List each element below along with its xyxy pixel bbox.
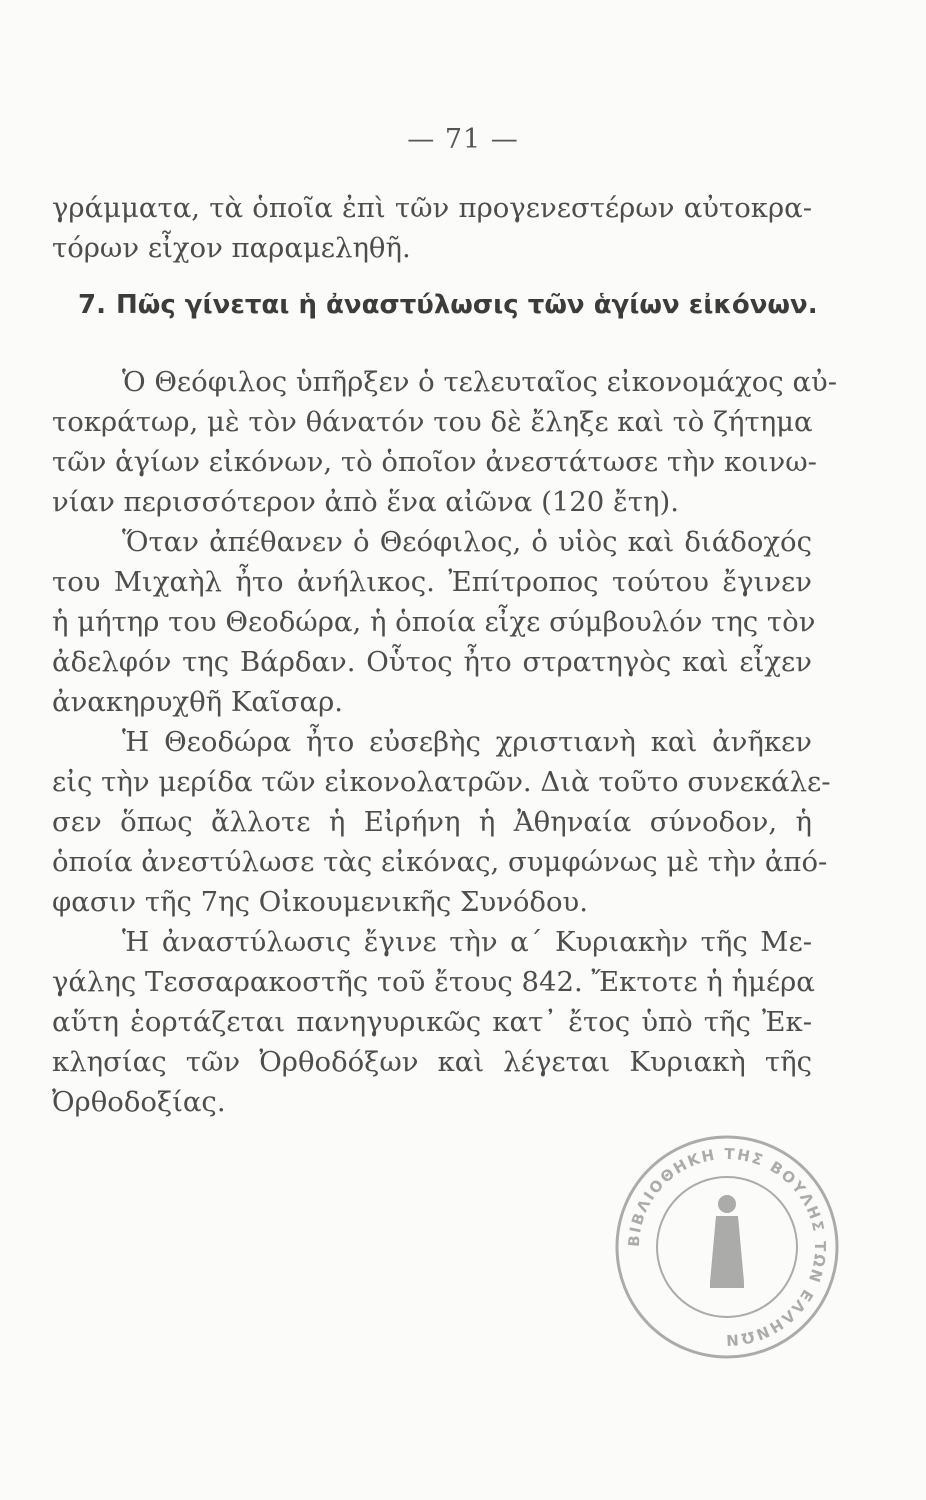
page-number: — 71 — <box>407 124 519 155</box>
text-line: κλησίας τῶν Ὀρθοδόξων καὶ λέγεται Κυριακὴ τῆς <box>52 1046 812 1078</box>
stamp-inscription: ΒΙΒΛΙΟΘΗΚΗ ΤΗΣ ΒΟΥΛΗΣ ΤΩΝ ΕΛΛΗΝΩΝ <box>624 1144 830 1350</box>
text-line: ἀνακηρυχθῆ Καῖσαρ. <box>52 686 343 718</box>
text-line: Ὅταν ἀπέθανεν ὁ Θεόφιλος, ὁ υἱὸς καὶ διάδοχός <box>122 526 812 558</box>
stamp-figure-icon <box>710 1195 744 1288</box>
text-line: αὕτη ἑορτάζεται πανηγυρικῶς κατ᾽ ἔτος ὑπὸ τῆς Ἐκ- <box>52 1006 812 1038</box>
section-number: 7. <box>78 290 106 320</box>
body-text <box>52 362 838 1122</box>
section-heading <box>78 290 818 320</box>
text-line: του Μιχαὴλ ἦτο ἀνήλικος. Ἐπίτροπος τούτου ἔγινεν <box>52 566 812 598</box>
text-line: Ὀρθοδοξίας. <box>52 1086 226 1118</box>
text-line: ἀδελφόν της Βάρδαν. Οὗτος ἦτο στρατηγὸς καὶ εἶχεν <box>52 646 812 678</box>
text-line: τῶν ἁγίων εἰκόνων, τὸ ὁποῖον ἀνεστάτωσε τὴν κοινω- <box>52 446 817 478</box>
text-line: γράμματα, τὰ ὁποῖα ἐπὶ τῶν προγενεστέρων αὐτοκρα- <box>52 192 812 224</box>
intro-paragraph <box>52 188 812 268</box>
text-line: τόρων εἶχον παραμεληθῆ. <box>52 232 411 264</box>
text-line: εἰς τὴν μερίδα τῶν εἰκονολατρῶν. Διὰ τοῦτο συνεκάλε- <box>52 766 831 798</box>
text-line: ἡ μήτηρ του Θεοδώρα, ἡ ὁποία εἶχε σύμβουλόν της τὸν <box>52 606 816 638</box>
text-line: Ἡ Θεοδώρα ἦτο εὐσεβὴς χριστιανὴ καὶ ἀνῆκεν <box>122 726 812 758</box>
text-line: φασιν τῆς 7ης Οἰκουμενικῆς Συνόδου. <box>52 886 589 918</box>
text-line: νίαν περισσότερον ἀπὸ ἕνα αἰῶνα (120 ἔτη). <box>52 486 679 518</box>
text-line: Ἡ ἀναστύλωσις ἔγινε τὴν α΄ Κυριακὴν τῆς Με- <box>122 926 812 958</box>
text-line: τοκράτωρ, μὲ τὸν θάνατόν του δὲ ἔληξε καὶ τὸ ζήτημα <box>52 406 813 438</box>
text-line: Ὁ Θεόφιλος ὑπῆρξεν ὁ τελευταῖος εἰκονομάχος αὐ- <box>122 366 838 398</box>
library-stamp <box>612 1132 842 1362</box>
text-line: γάλης Τεσσαρακοστῆς τοῦ ἔτους 842. Ἔκτοτε ἡ ἡμέρα <box>52 966 815 998</box>
text-line: σεν ὅπως ἄλλοτε ἡ Εἰρήνη ἡ Ἀθηναία σύνοδον, ἡ <box>52 806 812 838</box>
section-title: Πῶς γίνεται ἡ ἀναστύλωσις τῶν ἁγίων εἰκόνων. <box>115 290 818 320</box>
text-line: ὁποία ἀνεστύλωσε τὰς εἰκόνας, συμφώνως μὲ τὴν ἀπό- <box>52 846 828 878</box>
